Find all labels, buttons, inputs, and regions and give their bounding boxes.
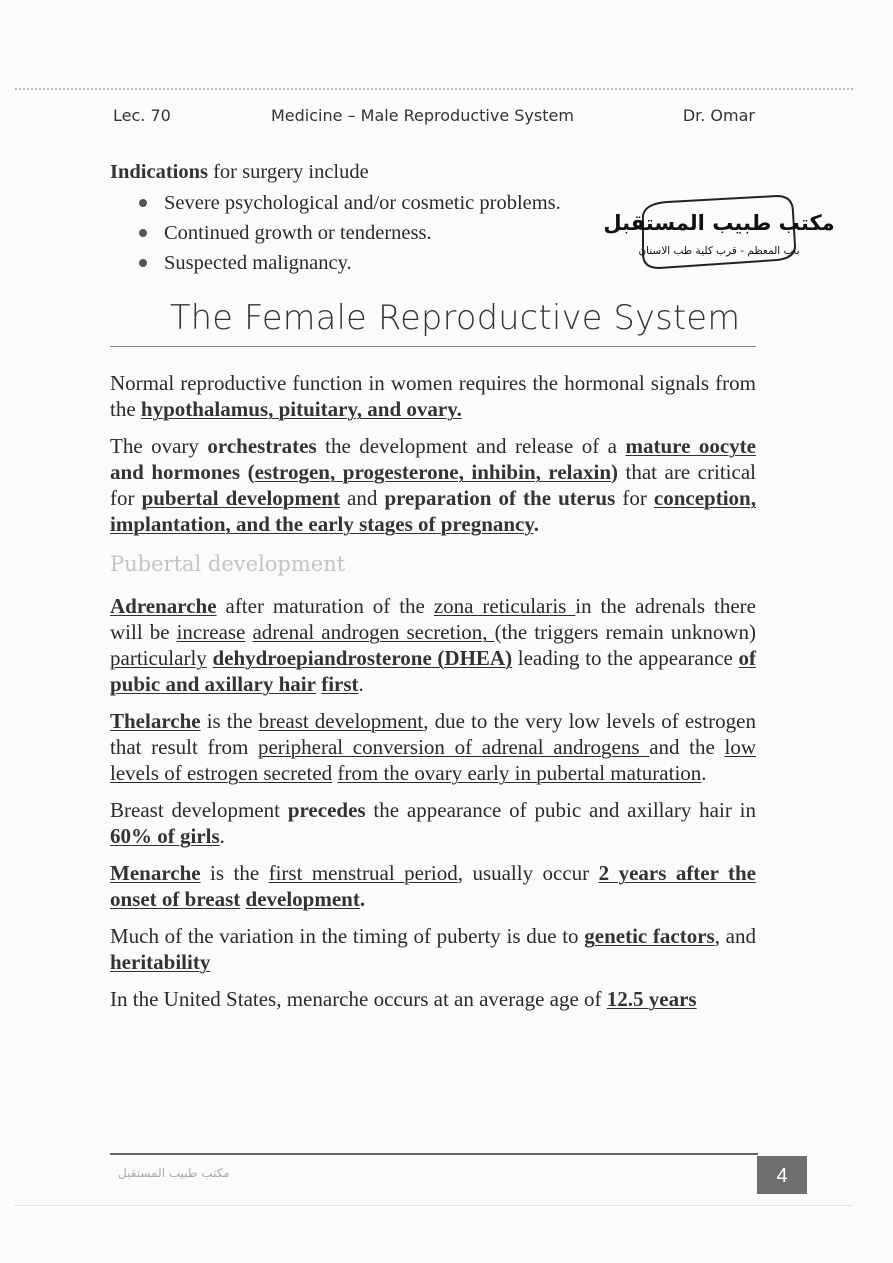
surgery-indications [110, 158, 670, 278]
header-author: Dr. Omar [682, 106, 755, 125]
scan-edge-line [15, 88, 853, 90]
paragraph-menarche-age: In the United States, menarche occurs at an average age of 12.5 years [110, 987, 697, 1011]
paragraph-menarche: Menarche is the first menstrual period, usually occur 2 years after the onset of breast development. [110, 861, 756, 911]
footer-divider [110, 1153, 758, 1155]
scan-bottom-line [15, 1205, 853, 1206]
list-item: Severe psychological and/or cosmetic problems. [164, 188, 670, 218]
header-title: Medicine – Male Reproductive System [271, 106, 574, 125]
list-item: Continued growth or tenderness. [164, 218, 670, 248]
library-stamp [603, 190, 835, 270]
paragraph-breast-development: Breast development precedes the appearance of pubic and axillary hair in 60% of girls. [110, 798, 756, 848]
title-divider [110, 346, 756, 347]
indications-heading: Indications for surgery include [110, 161, 369, 183]
page-number: 4 [757, 1156, 807, 1194]
indications-list [110, 188, 670, 278]
paragraph-hormonal-signals: Normal reproductive function in women requires the hormonal signals from the hypothalamus, pituitary, and ovary. [110, 371, 756, 421]
main-content [110, 370, 756, 1023]
page-header [113, 106, 755, 130]
footer-watermark: مكتب طبيب المستقبل [118, 1166, 230, 1180]
list-item: Suspected malignancy. [164, 248, 670, 278]
section-title: The Female Reproductive System [170, 298, 741, 337]
lecture-number: Lec. 70 [113, 106, 171, 125]
subheading-pubertal-development: Pubertal development [110, 552, 346, 576]
paragraph-genetic-factors: Much of the variation in the timing of puberty is due to genetic factors, and heritability [110, 924, 756, 974]
paragraph-ovary: The ovary orchestrates the development and release of a mature oocyte and hormones (estrogen, progesterone, inhibin, relaxin) that are critical for pubertal development and preparation of the uterus for conception, implantation, and the early stages of pregnancy. [110, 434, 756, 536]
paragraph-thelarche: Thelarche is the breast development, due to the very low levels of estrogen that result from peripheral conversion of adrenal androgens and the low levels of estrogen secreted from the ovary early in pubertal maturation. [110, 709, 757, 785]
stamp-address: باب المعظم - قرب كلية طب الاسنان [638, 245, 800, 257]
paragraph-adrenarche: Adrenarche after maturation of the zona reticularis in the adrenals there will be increase adrenal androgen secretion, (the triggers remain unknown) particularly dehydroepiandrosterone (DHEA) leading to the appearance of pubic and axillary hair first. [110, 594, 757, 696]
stamp-name: مكتب طبيب المستقبل [603, 211, 835, 235]
